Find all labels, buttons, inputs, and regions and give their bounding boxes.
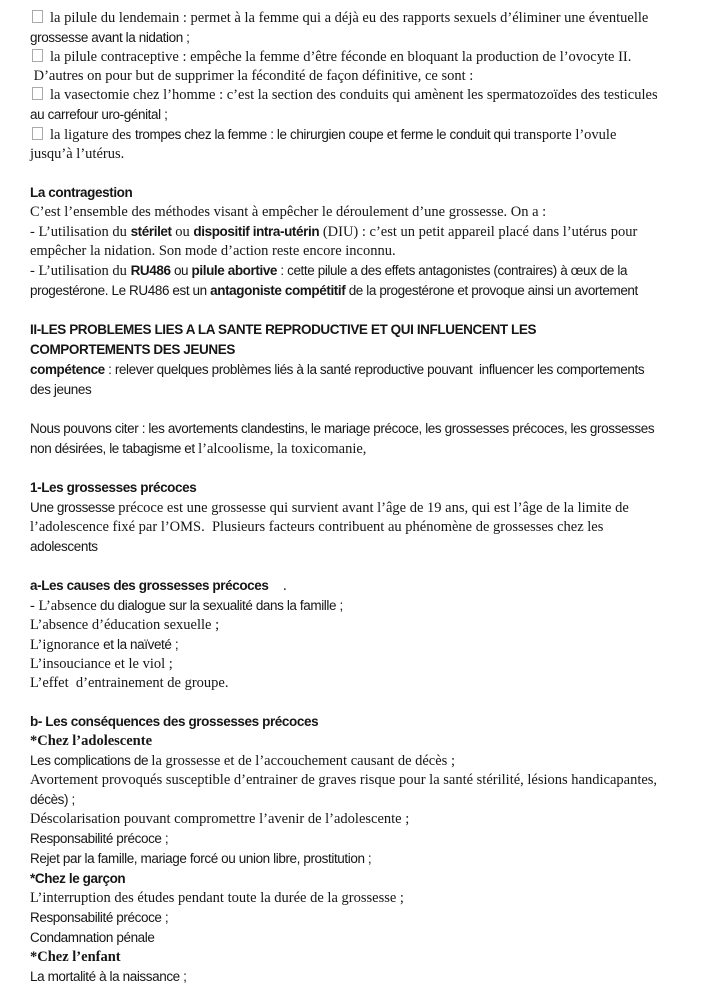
text-run: la grossesse et de l’accouchement causant de décès ; bbox=[151, 753, 455, 769]
text-line bbox=[30, 537, 700, 557]
text-run: C’est l’ensemble des méthodes visant à empêcher le déroulement d’une grossesse. On a : bbox=[30, 204, 547, 220]
text-run: précoce est une grossesse qui survient avant l’âge de 19 ans, qui est l’âge de la limite de bbox=[118, 500, 629, 516]
text-run: dispositif intra-utérin bbox=[193, 224, 320, 239]
empty-checkbox-icon bbox=[32, 127, 43, 140]
text-run: D’autres on pour but de supprimer la fécondité de façon définitive, ce sont : bbox=[30, 68, 474, 84]
text-run: décès) ; bbox=[30, 792, 75, 807]
text-run: 1-Les grossesses précoces bbox=[30, 480, 197, 495]
text-line bbox=[30, 518, 700, 537]
text-line bbox=[30, 48, 700, 67]
text-line bbox=[30, 28, 700, 48]
text-run: *Chez le garçon bbox=[30, 871, 126, 886]
text-run: du dialogue sur la sexualité dans la famille ; bbox=[96, 598, 343, 613]
text-run: la pilule contraceptive : empêche la femme d’être féconde en bloquant la production de l’ovocyte II. bbox=[50, 49, 632, 65]
empty-checkbox-icon bbox=[32, 87, 43, 100]
document-text bbox=[30, 9, 700, 987]
text-run: la pilule du lendemain : permet à la femme qui a déjà eu des rapports sexuels d’éliminer une éventuelle bbox=[50, 10, 649, 26]
text-run: la ligature des bbox=[50, 127, 135, 143]
text-line bbox=[30, 242, 700, 261]
text-run: L’interruption des études pendant toute la durée de la grossesse ; bbox=[30, 890, 404, 906]
text-run: des jeunes bbox=[30, 382, 92, 397]
text-line bbox=[30, 790, 700, 810]
heading-line bbox=[30, 340, 700, 360]
text-run: non désirées, le tabagisme et bbox=[30, 441, 199, 456]
heading-line bbox=[30, 576, 700, 596]
text-run: - L’utilisation du bbox=[30, 224, 131, 240]
text-line bbox=[30, 86, 700, 105]
heading-line bbox=[30, 948, 700, 967]
text-line bbox=[30, 967, 700, 987]
text-run: l’adolescence fixé par l’OMS. Plusieurs facteurs contribuent au phénomène de grossesses chez les bbox=[30, 519, 604, 535]
text-run: ou bbox=[170, 263, 192, 278]
text-run: L’absence d’éducation sexuelle ; bbox=[30, 617, 220, 633]
text-run: Responsabilité précoce ; bbox=[30, 831, 169, 846]
text-line bbox=[30, 380, 700, 400]
text-run: *Chez l’enfant bbox=[30, 949, 121, 965]
text-line bbox=[30, 360, 700, 380]
heading-line bbox=[30, 732, 700, 751]
heading-line bbox=[30, 478, 700, 498]
heading-line bbox=[30, 712, 700, 732]
text-line bbox=[30, 674, 700, 693]
text-run: et la naïveté ; bbox=[103, 637, 179, 652]
text-run: stérilet bbox=[130, 224, 172, 239]
text-run: adolescents bbox=[30, 539, 98, 554]
text-line bbox=[30, 889, 700, 908]
text-line bbox=[30, 281, 700, 301]
text-line bbox=[30, 145, 700, 164]
text-line bbox=[30, 751, 700, 771]
text-run: antagoniste compétitif bbox=[210, 283, 346, 298]
text-run: La mortalité à la naissance ; bbox=[30, 969, 187, 984]
text-run: la vasectomie chez l’homme : c’est la section des conduits qui amènent les spermatozoïdes des testicules bbox=[50, 87, 658, 103]
text-line bbox=[30, 439, 700, 459]
text-run: transporte l’ovule bbox=[513, 127, 617, 143]
text-line bbox=[30, 498, 700, 518]
text-run: b- Les conséquences des grossesses précoces bbox=[30, 714, 319, 729]
text-line bbox=[30, 67, 700, 86]
text-run: L’effet d’entrainement de groupe. bbox=[30, 675, 229, 691]
text-run: . bbox=[268, 578, 287, 594]
text-run: de la progestérone et provoque ainsi un avortement bbox=[345, 283, 638, 298]
text-line bbox=[30, 928, 700, 948]
text-run: Une grossesse bbox=[30, 500, 119, 515]
text-run: pilule abortive bbox=[191, 263, 278, 278]
text-line bbox=[30, 261, 700, 281]
text-run: - L’utilisation du bbox=[30, 263, 131, 279]
text-run: Avortement provoqués susceptible d’entrainer de graves risque pour la santé stérilité, lésions handicapantes, bbox=[30, 772, 658, 788]
text-run: Nous pouvons citer : les avortements clandestins, le mariage précoce, les grossesses précoces, les grossesses bbox=[30, 421, 655, 436]
text-run: *Chez l’adolescente bbox=[30, 733, 153, 749]
text-line bbox=[30, 222, 700, 242]
text-run: Les complications de bbox=[30, 753, 152, 768]
text-run: progestérone. Le RU486 est un bbox=[30, 283, 211, 298]
text-run: a-Les causes des grossesses précoces bbox=[30, 578, 269, 593]
text-line bbox=[30, 810, 700, 829]
heading-line bbox=[30, 869, 700, 889]
heading-line bbox=[30, 320, 700, 340]
text-run: La contragestion bbox=[30, 185, 133, 200]
text-run: (DIU) : c’est un petit appareil placé dans l’utérus pour bbox=[319, 224, 638, 240]
text-run: Condamnation pénale bbox=[30, 930, 155, 945]
text-run: L’insouciance et le viol ; bbox=[30, 656, 173, 672]
text-run: l’alcoolisme, la toxicomanie, bbox=[198, 441, 367, 457]
heading-line bbox=[30, 183, 700, 203]
text-run: Déscolarisation pouvant compromettre l’avenir de l’adolescente ; bbox=[30, 811, 410, 827]
text-run: Rejet par la famille, mariage forcé ou union libre, prostitution ; bbox=[30, 851, 372, 866]
text-run: RU486 bbox=[130, 263, 171, 278]
empty-checkbox-icon bbox=[32, 49, 43, 62]
text-line bbox=[30, 125, 700, 145]
text-run: Responsabilité précoce ; bbox=[30, 910, 169, 925]
text-line bbox=[30, 616, 700, 635]
text-run: trompes chez la femme : le chirurgien coupe et ferme le conduit qui bbox=[134, 127, 514, 142]
text-run: L’ignorance bbox=[30, 637, 104, 653]
text-run: : cette pilule a des effets antagonistes (contraires) à œux de la bbox=[277, 263, 628, 278]
text-line bbox=[30, 908, 700, 928]
text-line bbox=[30, 596, 700, 616]
text-line bbox=[30, 9, 700, 28]
text-run: : relever quelques problèmes liés à la santé reproductive pouvant influencer les comportements bbox=[104, 362, 645, 377]
text-run: compétence bbox=[30, 362, 105, 377]
text-line bbox=[30, 105, 700, 125]
text-run: jusqu’à l’utérus. bbox=[30, 146, 125, 162]
text-line bbox=[30, 771, 700, 790]
text-line bbox=[30, 849, 700, 869]
text-run: - L’absence bbox=[30, 598, 97, 614]
text-line bbox=[30, 419, 700, 439]
text-run: empêcher la nidation. Son mode d’action reste encore inconnu. bbox=[30, 243, 396, 259]
text-run: COMPORTEMENTS DES JEUNES bbox=[30, 342, 235, 357]
text-line bbox=[30, 829, 700, 849]
text-run: ou bbox=[171, 224, 194, 240]
text-line bbox=[30, 203, 700, 222]
empty-checkbox-icon bbox=[32, 10, 43, 23]
text-run: II-LES PROBLEMES LIES A LA SANTE REPRODUCTIVE ET QUI INFLUENCENT LES bbox=[30, 322, 537, 337]
text-run: au carrefour uro-génital ; bbox=[30, 107, 168, 122]
text-line bbox=[30, 635, 700, 655]
text-line bbox=[30, 655, 700, 674]
text-run: grossesse avant la nidation ; bbox=[30, 30, 190, 45]
